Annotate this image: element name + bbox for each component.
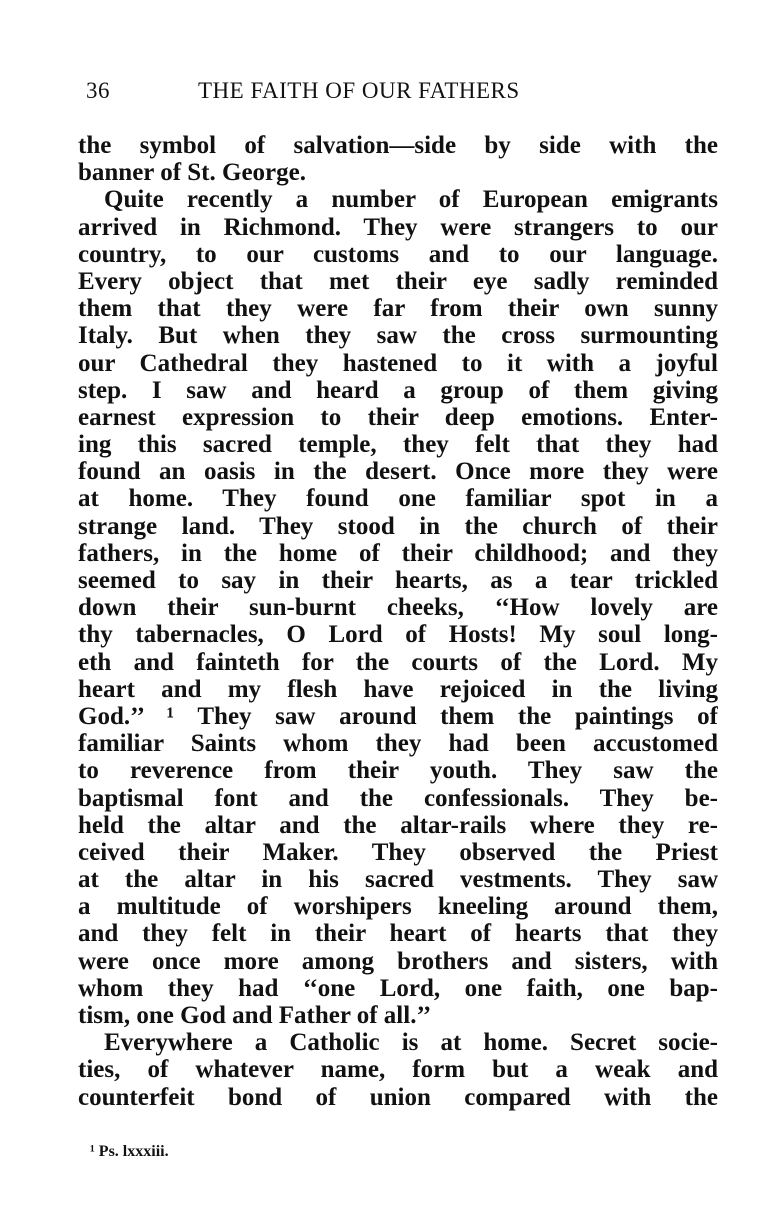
book-page — [78, 0, 718, 1208]
page-number: 36 — [86, 78, 110, 103]
text-line: step. I saw and heard a group of them giving — [78, 376, 718, 404]
text-line: at the altar in his sacred vestments. They saw — [78, 866, 718, 894]
text-line: ing this sacred temple, they felt that they had — [78, 431, 718, 459]
text-line: eth and fainteth for the courts of the Lord. My — [78, 648, 718, 676]
text-line: baptismal font and the confessionals. They be- — [78, 784, 718, 812]
footnote: ¹ Ps. lxxxiii. — [90, 1143, 169, 1160]
text-line: heart and my flesh have rejoiced in the living — [78, 675, 718, 703]
text-line: strange land. They stood in the church of their — [78, 512, 718, 540]
text-line: counterfeit bond of union compared with the — [78, 1083, 718, 1111]
text-line: earnest expression to their deep emotions. Enter- — [78, 403, 718, 431]
text-line: the symbol of salvation—side by side with the — [78, 132, 718, 159]
text-line: Quite recently a number of European emigrants — [104, 186, 718, 214]
text-line: arrived in Richmond. They were strangers to our — [78, 213, 718, 241]
text-line: found an oasis in the desert. Once more they were — [78, 458, 718, 486]
text-line: a multitude of worshipers kneeling around them, — [78, 893, 718, 921]
text-line: our Cathedral they hastened to it with a joyful — [78, 349, 718, 377]
text-line: familiar Saints whom they had been accustomed — [78, 730, 718, 758]
text-line: held the altar and the altar-rails where they re- — [78, 811, 718, 839]
running-head — [86, 78, 718, 108]
text-line: at home. They found one familiar spot in a — [78, 485, 718, 513]
text-line: down their sun-burnt cheeks, ‘‘How lovely are — [78, 594, 718, 622]
text-line: Every object that met their eye sadly reminded — [78, 267, 718, 295]
text-line: country, to our customs and to our language. — [78, 240, 718, 268]
text-line: Italy. But when they saw the cross surmounting — [78, 322, 718, 350]
text-line: to reverence from their youth. They saw the — [78, 757, 718, 785]
running-title: THE FAITH OF OUR FATHERS — [198, 78, 520, 103]
body-text — [78, 132, 718, 1111]
text-line: ties, of whatever name, form but a weak and — [78, 1056, 718, 1084]
text-line: whom they had ‘‘one Lord, one faith, one bap- — [78, 974, 718, 1002]
text-line: banner of St. George. — [78, 159, 306, 187]
text-line: Everywhere a Catholic is at home. Secret socie- — [104, 1029, 718, 1057]
text-line: them that they were far from their own sunny — [78, 295, 718, 323]
text-line: thy tabernacles, O Lord of Hosts! My soul long- — [78, 621, 718, 649]
text-line: seemed to say in their hearts, as a tear trickled — [78, 567, 718, 594]
text-line: God.’’ ¹ They saw around them the paintings of — [78, 702, 718, 730]
text-line: and they felt in their heart of hearts that they — [78, 920, 718, 948]
text-line: ceived their Maker. They observed the Priest — [78, 838, 718, 866]
text-line: fathers, in the home of their childhood; and they — [78, 539, 718, 567]
text-line: tism, one God and Father of all.’’ — [78, 1002, 432, 1029]
text-line: were once more among brothers and sisters, with — [78, 947, 718, 975]
